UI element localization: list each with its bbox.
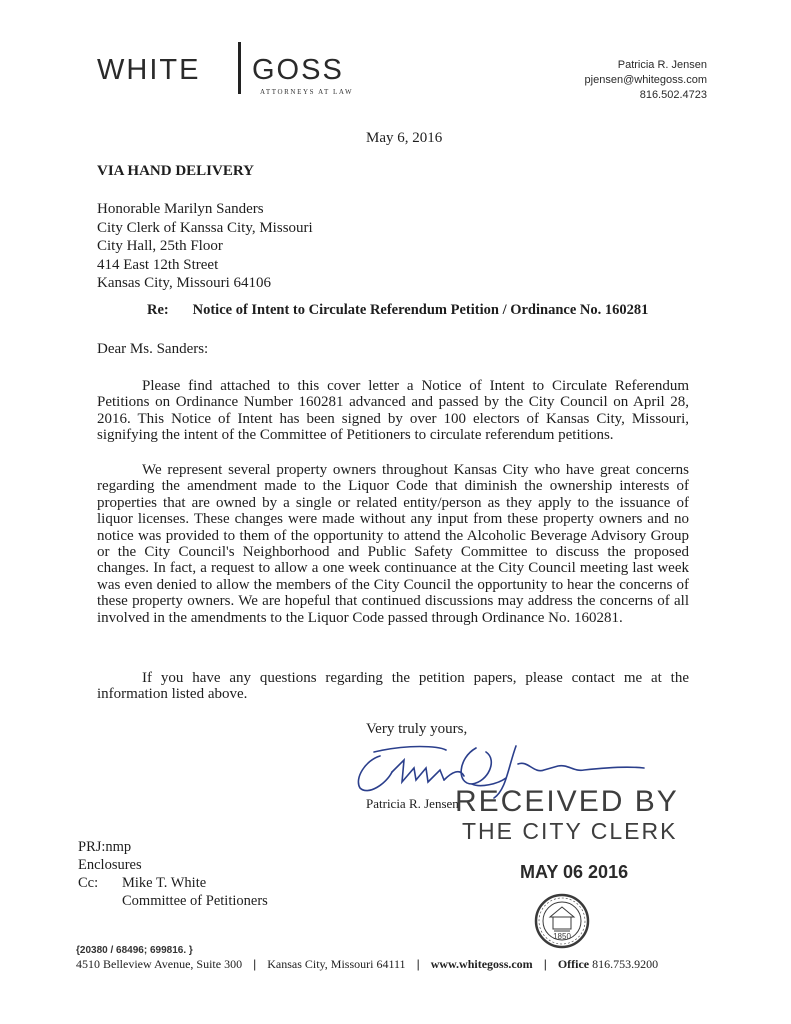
- cc-line: [78, 874, 268, 892]
- recipient-line: City Hall, 25th Floor: [97, 238, 223, 254]
- subject-label: Re:: [147, 302, 169, 318]
- svg-text:1850: 1850: [553, 932, 571, 941]
- footer-address: 4510 Belleview Avenue, Suite 300: [76, 957, 243, 971]
- letterhead-contact: [585, 58, 707, 103]
- recipient-line: Honorable Marilyn Sanders: [97, 201, 264, 217]
- contact-phone: 816.502.4723: [639, 89, 707, 101]
- recipient-address: [97, 200, 313, 293]
- firm-name-white: WHITE: [97, 54, 201, 86]
- body-paragraph: If you have any questions regarding the petition papers, please contact me at the information listed above.: [97, 670, 689, 703]
- enclosures-note: Enclosures: [78, 857, 142, 873]
- received-stamp-line1: RECEIVED BY: [455, 785, 679, 818]
- subject-line: [147, 302, 648, 319]
- logo-divider: [238, 42, 241, 94]
- letter-footer-notes: [78, 838, 268, 910]
- firm-tagline: ATTORNEYS AT LAW: [260, 88, 354, 96]
- footer-office-label: Office: [557, 957, 590, 971]
- footer-office-phone: 816.753.9200: [592, 957, 659, 971]
- contact-name: Patricia R. Jensen: [617, 59, 707, 71]
- recipient-line: Kansas City, Missouri 64106: [97, 275, 272, 291]
- letter-date: May 6, 2016: [366, 130, 443, 146]
- footer-separator: |: [253, 957, 257, 971]
- firm-name-goss: GOSS: [252, 54, 344, 86]
- closing: Very truly yours,: [366, 721, 468, 737]
- body-paragraph: Please find attached to this cover letter a Notice of Intent to Circulate Referendum Petitions on Ordinance Number 160281 advanced and passed by the City Council on April 28, 2016. This Notice of Intent has been signed by over 100 electors of Kansas City, Missouri, signifying the intent of the Committee of Petitioners to circulate referendum petitions.: [97, 378, 689, 444]
- signature-name: Patricia R. Jensen: [366, 796, 459, 811]
- footer-website: www.whitegoss.com: [430, 957, 533, 971]
- footer-separator: |: [543, 957, 547, 971]
- initials: PRJ:nmp: [78, 839, 132, 855]
- body-paragraph: We represent several property owners throughout Kansas City who have great concerns regarding the amendment made to the Liquor Code that diminish the ownership interests of properties that are owned by a single or related entity/person as they apply to the issuance of liquor licenses. These changes were made without any input from these property owners and no notice was provided to them of the opportunity to attend the Alcoholic Beverage Advisory Group or the City Council's Neighborhood and Public Safety Committee to discuss the proposed changes. In fact, a request to allow a one week continuance at the City Council meeting last week was even denied to allow the members of the City Council the opportunity to hear the concerns of these property owners. We are hopeful that continued discussions may address the concerns of all involved in the amendments to the Liquor Code passed through Ordinance No. 160281.: [97, 462, 689, 626]
- city-seal-icon: [530, 893, 594, 949]
- received-stamp-date: MAY 06 2016: [520, 862, 629, 882]
- subject-text: Notice of Intent to Circulate Referendum Petition / Ordinance No. 160281: [192, 302, 649, 318]
- cc-name: Committee of Petitioners: [122, 893, 268, 909]
- delivery-method: VIA HAND DELIVERY: [97, 163, 254, 179]
- received-stamp-line2: THE CITY CLERK: [462, 818, 678, 844]
- contact-email: pjensen@whitegoss.com: [584, 74, 707, 86]
- page-footer: [76, 957, 658, 972]
- footer-separator: |: [416, 957, 420, 971]
- recipient-line: 414 East 12th Street: [97, 256, 219, 273]
- recipient-line: City Clerk of Kanssa City, Missouri: [97, 219, 313, 236]
- salutation: Dear Ms. Sanders:: [97, 341, 209, 357]
- cc-name: Mike T. White: [122, 875, 207, 891]
- cc-label: Cc:: [78, 875, 99, 891]
- document-id: {20380 / 68496; 699816. }: [76, 945, 193, 956]
- footer-city: Kansas City, Missouri 64111: [267, 957, 406, 971]
